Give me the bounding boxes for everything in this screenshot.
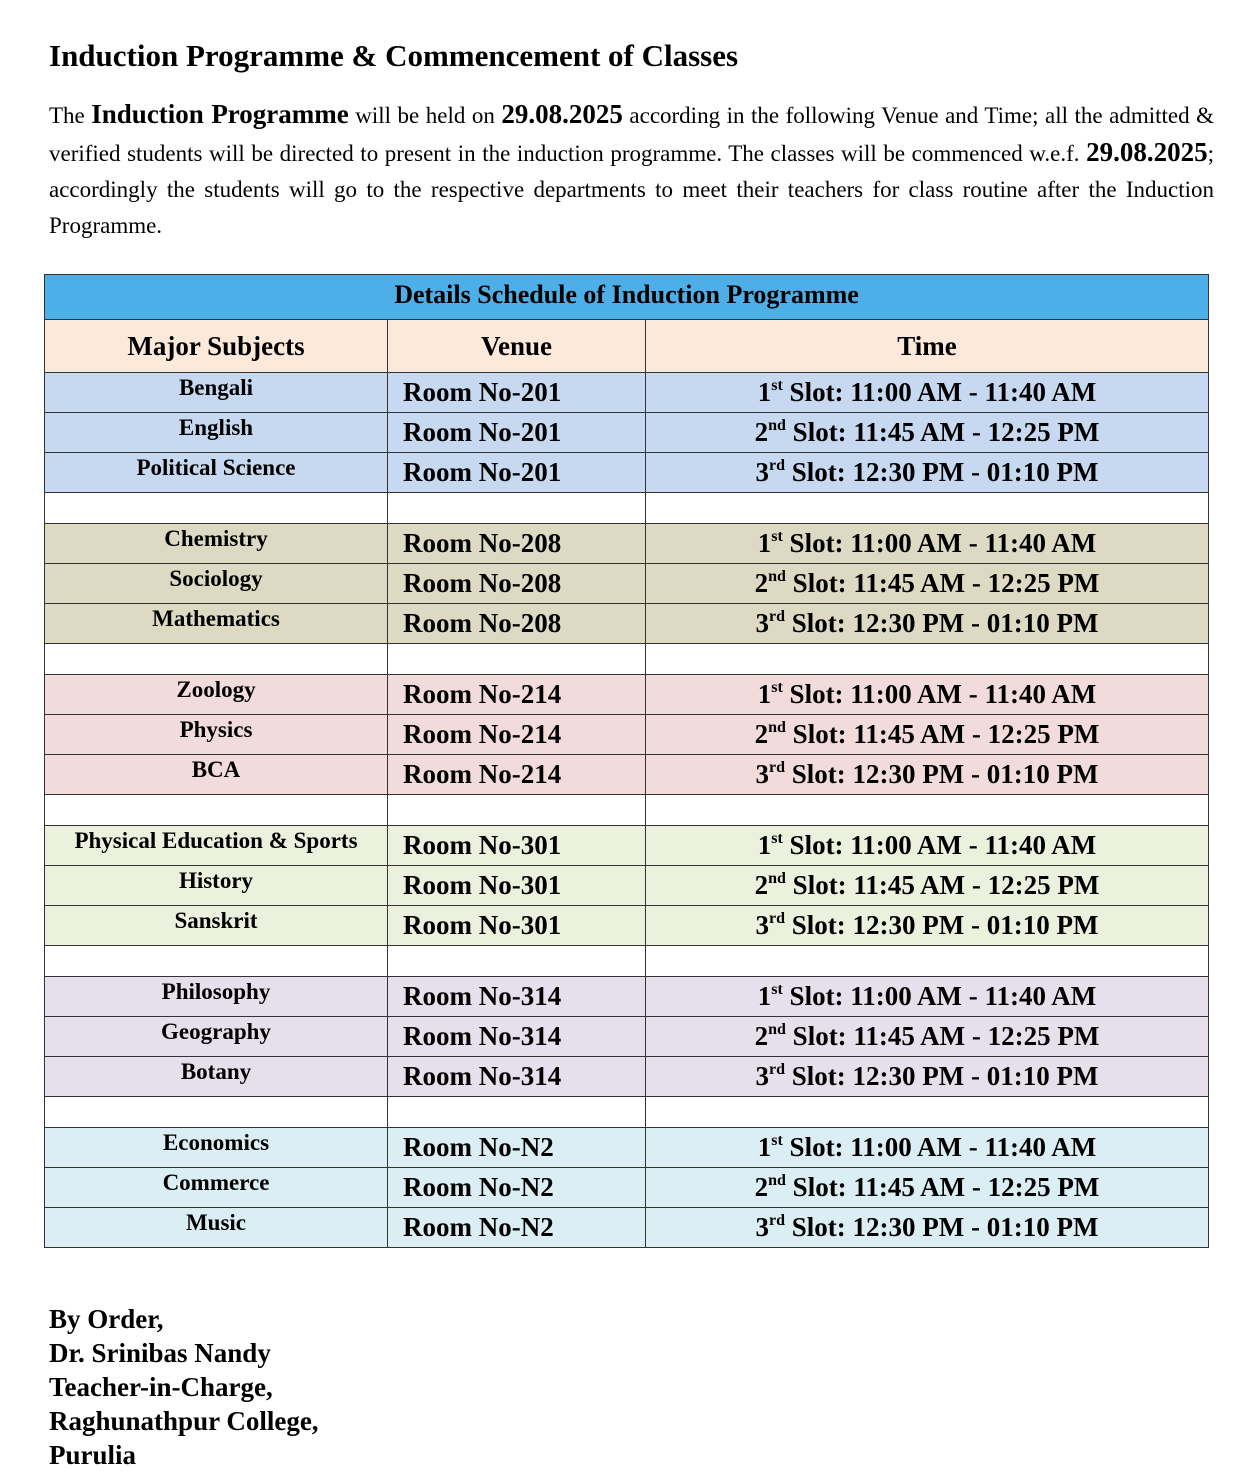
intro-text-3: according in the following Venue and Time; all the admitted & verified students will be directed to present in the induction programme. The classes will be commenced w.e.f. [49, 103, 1214, 166]
subject-cell: Physics [45, 715, 388, 755]
subject-cell: Zoology [45, 675, 388, 715]
spacer-cell [646, 644, 1209, 675]
slot-time: Slot: 12:30 PM - 01:10 PM [785, 910, 1099, 940]
table-caption: Details Schedule of Induction Programme [45, 275, 1209, 320]
table-row [45, 977, 1209, 1017]
table-row [45, 413, 1209, 453]
time-slot-cell [646, 1168, 1209, 1208]
slot-ordinal-suffix: st [771, 377, 783, 394]
spacer-row [45, 795, 1209, 826]
slot-ordinal-suffix: nd [768, 870, 786, 887]
slot-time: Slot: 11:45 AM - 12:25 PM [785, 1172, 1100, 1202]
intro-date-2: 29.08.2025 [1086, 137, 1208, 167]
time-slot-cell [646, 564, 1209, 604]
table-row [45, 373, 1209, 413]
subject-cell: Political Science [45, 453, 388, 493]
slot-number: 3 [755, 608, 770, 638]
time-slot-cell [646, 1128, 1209, 1168]
subject-cell: Chemistry [45, 524, 388, 564]
spacer-cell [45, 1097, 388, 1128]
slot-number: 2 [754, 417, 769, 447]
time-slot-cell [646, 906, 1209, 946]
subject-cell: Physical Education & Sports [45, 826, 388, 866]
slot-ordinal-suffix: rd [769, 1212, 786, 1229]
intro-text-4: ; accordingly the students will go to the respective departments to meet their teachers for class routine after the Induction Programme. [49, 141, 1214, 238]
slot-ordinal-suffix: rd [769, 910, 786, 927]
slot-time: Slot: 12:30 PM - 01:10 PM [785, 608, 1099, 638]
venue-cell: Room No-214 [388, 715, 646, 755]
slot-ordinal-suffix: nd [768, 719, 786, 736]
slot-time: Slot: 11:00 AM - 11:40 AM [782, 981, 1097, 1011]
spacer-cell [388, 1097, 646, 1128]
slot-number: 3 [755, 910, 770, 940]
spacer-cell [388, 493, 646, 524]
venue-cell: Room No-214 [388, 755, 646, 795]
slot-number: 2 [754, 1021, 769, 1051]
time-slot-cell [646, 675, 1209, 715]
signature-name: Dr. Srinibas Nandy [49, 1338, 271, 1368]
venue-cell: Room No-301 [388, 906, 646, 946]
table-row [45, 1057, 1209, 1097]
slot-number: 3 [755, 759, 770, 789]
spacer-cell [388, 795, 646, 826]
venue-cell: Room No-301 [388, 826, 646, 866]
signature-designation: Teacher-in-Charge, [49, 1372, 273, 1402]
slot-time: Slot: 11:45 AM - 12:25 PM [785, 870, 1100, 900]
schedule-table [44, 274, 1209, 1248]
slot-ordinal-suffix: st [771, 679, 783, 696]
venue-cell: Room No-201 [388, 453, 646, 493]
spacer-cell [646, 493, 1209, 524]
slot-time: Slot: 11:00 AM - 11:40 AM [782, 1132, 1097, 1162]
time-slot-cell [646, 373, 1209, 413]
slot-ordinal-suffix: rd [769, 1061, 786, 1078]
spacer-cell [646, 946, 1209, 977]
subject-cell: Economics [45, 1128, 388, 1168]
header-time: Time [646, 320, 1209, 373]
spacer-row [45, 946, 1209, 977]
slot-ordinal-suffix: st [771, 830, 783, 847]
spacer-cell [45, 795, 388, 826]
signature-by-order: By Order, [49, 1304, 164, 1334]
spacer-cell [646, 795, 1209, 826]
subject-cell: Music [45, 1208, 388, 1248]
subject-cell: Sociology [45, 564, 388, 604]
venue-cell: Room No-N2 [388, 1168, 646, 1208]
subject-cell: BCA [45, 755, 388, 795]
subject-cell: Sanskrit [45, 906, 388, 946]
subject-cell: Commerce [45, 1168, 388, 1208]
slot-number: 2 [754, 1172, 769, 1202]
slot-time: Slot: 11:00 AM - 11:40 AM [782, 679, 1097, 709]
slot-ordinal-suffix: rd [769, 608, 786, 625]
slot-time: Slot: 11:45 AM - 12:25 PM [785, 568, 1100, 598]
venue-cell: Room No-201 [388, 413, 646, 453]
venue-cell: Room No-301 [388, 866, 646, 906]
slot-number: 1 [757, 830, 772, 860]
header-major-subjects: Major Subjects [45, 320, 388, 373]
venue-cell: Room No-314 [388, 1057, 646, 1097]
table-caption-row [45, 275, 1209, 320]
signature-location: Purulia [49, 1440, 137, 1470]
slot-number: 1 [757, 1132, 772, 1162]
header-venue: Venue [388, 320, 646, 373]
slot-time: Slot: 11:00 AM - 11:40 AM [782, 528, 1097, 558]
slot-ordinal-suffix: st [771, 528, 783, 545]
slot-ordinal-suffix: nd [768, 417, 786, 434]
slot-number: 3 [755, 1061, 770, 1091]
venue-cell: Room No-201 [388, 373, 646, 413]
venue-cell: Room No-N2 [388, 1208, 646, 1248]
slot-number: 1 [757, 981, 772, 1011]
time-slot-cell [646, 1017, 1209, 1057]
venue-cell: Room No-214 [388, 675, 646, 715]
subject-cell: English [45, 413, 388, 453]
spacer-cell [45, 644, 388, 675]
slot-number: 1 [757, 679, 772, 709]
spacer-cell [388, 644, 646, 675]
signature-college: Raghunathpur College, [49, 1406, 319, 1436]
slot-ordinal-suffix: rd [769, 759, 786, 776]
table-row [45, 1017, 1209, 1057]
venue-cell: Room No-N2 [388, 1128, 646, 1168]
subject-cell: Mathematics [45, 604, 388, 644]
spacer-cell [646, 1097, 1209, 1128]
slot-time: Slot: 11:45 AM - 12:25 PM [785, 417, 1100, 447]
slot-number: 3 [755, 1212, 770, 1242]
slot-ordinal-suffix: st [771, 1132, 783, 1149]
subject-cell: Botany [45, 1057, 388, 1097]
slot-time: Slot: 12:30 PM - 01:10 PM [785, 457, 1099, 487]
spacer-row [45, 644, 1209, 675]
slot-ordinal-suffix: st [771, 981, 783, 998]
venue-cell: Room No-314 [388, 1017, 646, 1057]
intro-date-1: 29.08.2025 [501, 99, 623, 129]
spacer-row [45, 493, 1209, 524]
time-slot-cell [646, 866, 1209, 906]
subject-cell: History [45, 866, 388, 906]
time-slot-cell [646, 413, 1209, 453]
time-slot-cell [646, 453, 1209, 493]
time-slot-cell [646, 1208, 1209, 1248]
table-header-row [45, 320, 1209, 373]
time-slot-cell [646, 826, 1209, 866]
slot-number: 2 [754, 719, 769, 749]
table-row [45, 1168, 1209, 1208]
slot-number: 1 [757, 377, 772, 407]
slot-time: Slot: 11:45 AM - 12:25 PM [785, 1021, 1100, 1051]
intro-paragraph [49, 96, 1214, 244]
time-slot-cell [646, 977, 1209, 1017]
table-row [45, 524, 1209, 564]
table-row [45, 453, 1209, 493]
venue-cell: Room No-208 [388, 564, 646, 604]
table-row [45, 1208, 1209, 1248]
time-slot-cell [646, 1057, 1209, 1097]
spacer-row [45, 1097, 1209, 1128]
table-row [45, 866, 1209, 906]
subject-cell: Bengali [45, 373, 388, 413]
time-slot-cell [646, 524, 1209, 564]
slot-ordinal-suffix: nd [768, 1021, 786, 1038]
page-title: Induction Programme & Commencement of Classes [49, 38, 739, 73]
venue-cell: Room No-314 [388, 977, 646, 1017]
table-row [45, 604, 1209, 644]
subject-cell: Geography [45, 1017, 388, 1057]
slot-time: Slot: 11:00 AM - 11:40 AM [782, 830, 1097, 860]
time-slot-cell [646, 715, 1209, 755]
table-row [45, 826, 1209, 866]
venue-cell: Room No-208 [388, 604, 646, 644]
slot-number: 2 [754, 870, 769, 900]
slot-number: 2 [754, 568, 769, 598]
time-slot-cell [646, 604, 1209, 644]
slot-time: Slot: 12:30 PM - 01:10 PM [785, 1212, 1099, 1242]
time-slot-cell [646, 755, 1209, 795]
venue-cell: Room No-208 [388, 524, 646, 564]
spacer-cell [45, 946, 388, 977]
signature-block [49, 1302, 319, 1472]
slot-ordinal-suffix: nd [768, 1172, 786, 1189]
table-row [45, 755, 1209, 795]
table-row [45, 715, 1209, 755]
table-row [45, 564, 1209, 604]
slot-ordinal-suffix: rd [769, 457, 786, 474]
spacer-cell [45, 493, 388, 524]
intro-text-1: The [49, 103, 92, 128]
table-row [45, 1128, 1209, 1168]
intro-programme-name: Induction Programme [91, 99, 349, 129]
intro-text-2: will be held on [348, 103, 502, 128]
slot-number: 3 [755, 457, 770, 487]
slot-time: Slot: 11:00 AM - 11:40 AM [782, 377, 1097, 407]
subject-cell: Philosophy [45, 977, 388, 1017]
slot-ordinal-suffix: nd [768, 568, 786, 585]
slot-time: Slot: 12:30 PM - 01:10 PM [785, 759, 1099, 789]
slot-number: 1 [757, 528, 772, 558]
schedule-table-body [45, 275, 1209, 1248]
spacer-cell [388, 946, 646, 977]
table-row [45, 675, 1209, 715]
slot-time: Slot: 12:30 PM - 01:10 PM [785, 1061, 1099, 1091]
table-row [45, 906, 1209, 946]
slot-time: Slot: 11:45 AM - 12:25 PM [785, 719, 1100, 749]
